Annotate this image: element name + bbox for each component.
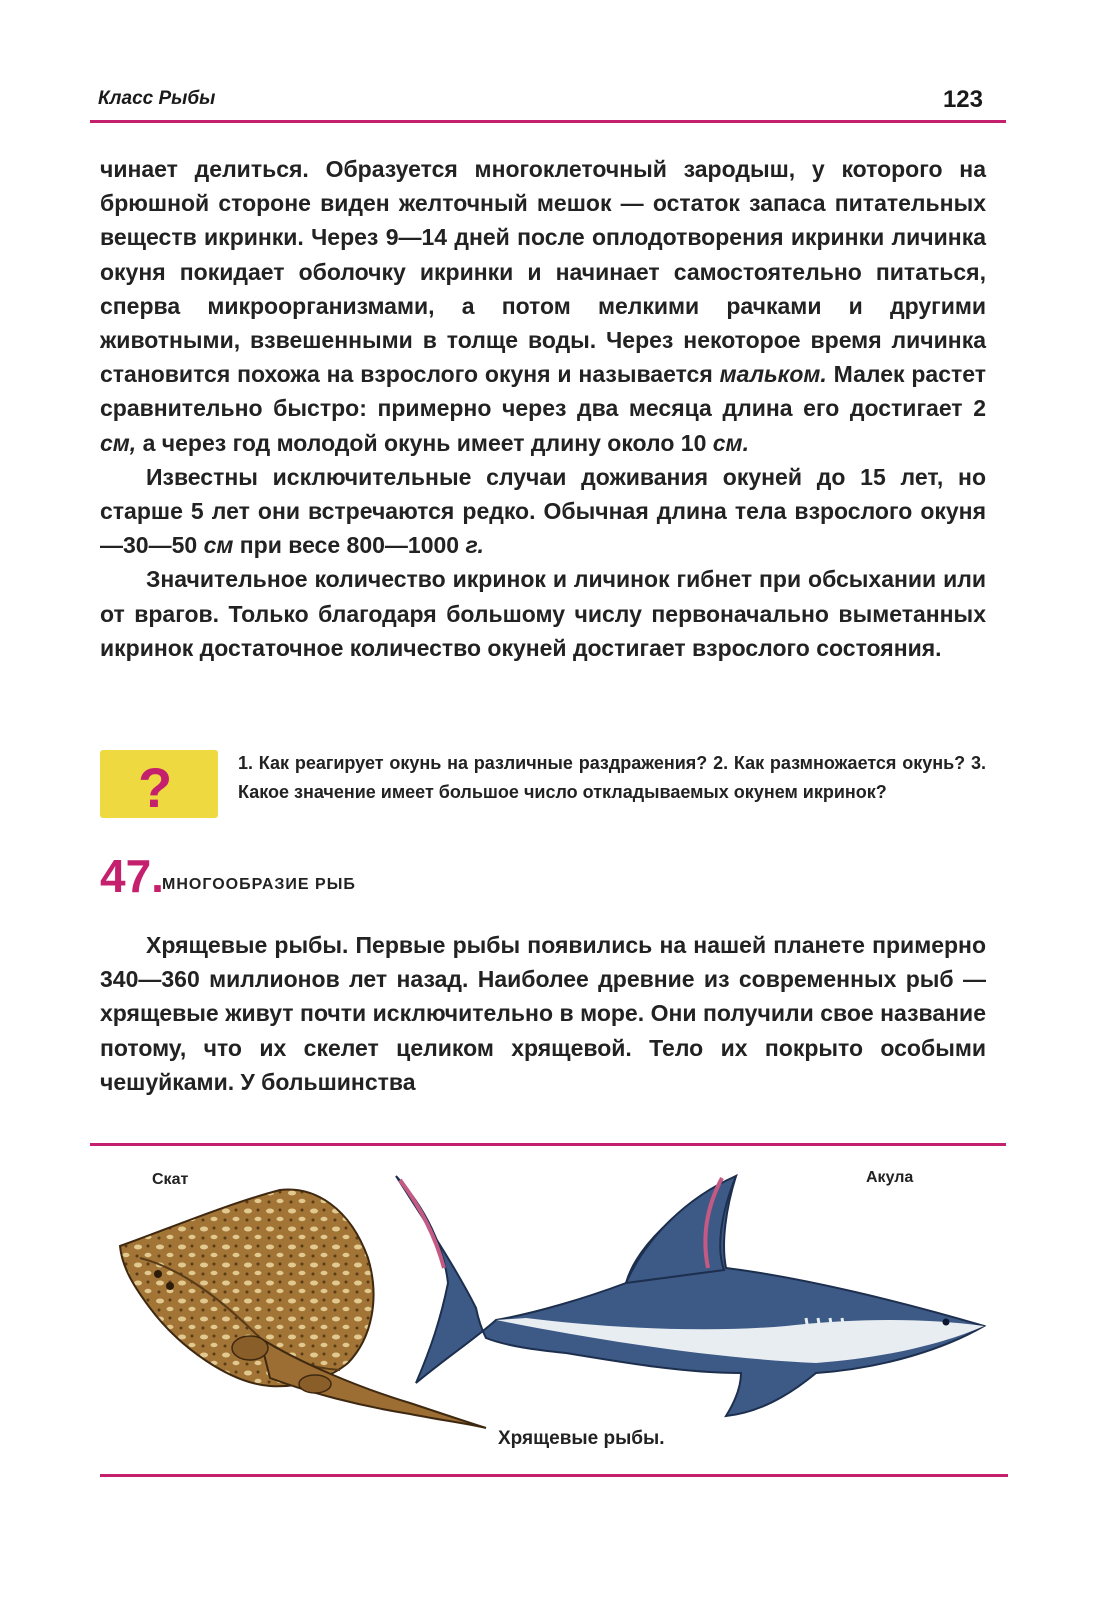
shark-illustration xyxy=(386,1168,986,1418)
section-title: МНОГООБРАЗИЕ РЫБ xyxy=(162,876,356,893)
question-mark-icon: ? xyxy=(138,756,173,819)
paragraph-cartilaginous: Хрящевые рыбы. Первые рыбы появились на нашей планете примерно 340—360 миллионов лет назад. Наиболее древние из современных рыб — хрящевые живут почти исключительно в море. Они получили свое название потому, что их скелет целиком хрящевой. Тело их покрыто особыми чешуйками. У большинства xyxy=(100,932,986,1095)
header-rule xyxy=(90,120,1006,123)
figure-bottom-rule xyxy=(100,1474,1008,1477)
section-number: 47. xyxy=(100,850,164,902)
body-text-perch xyxy=(100,152,986,665)
paragraph-mortality: Значительное количество икринок и личинок гибнет при обсыхании или от врагов. Только благодаря большому числу первоначально выметанных икринок достаточное количество окуней достигает взрослого состояния. xyxy=(100,566,986,661)
term-malek: мальком. xyxy=(719,361,827,388)
paragraph-lifespan: Известны исключительные случаи доживания окуней до 15 лет, но старше 5 лет они встречаются редко. Обычная длина тела взрослого окуня —30—50 см при весе 800—1000 г. xyxy=(100,463,986,559)
label-shark: Акула xyxy=(866,1169,914,1186)
lead-term: Хрящевые рыбы. xyxy=(146,932,349,958)
page-number: 123 xyxy=(942,86,983,113)
figure-top-rule xyxy=(90,1143,1006,1146)
review-questions: 1. Как реагирует окунь на различные раздражения? 2. Как размножается окунь? 3. Какое значение имеет большое число откладываемых окунем икринок? xyxy=(238,753,986,802)
label-ray: Скат xyxy=(152,1171,189,1188)
body-text-cartilaginous xyxy=(100,928,986,1099)
paragraph-larva: чинает делиться. Образуется многоклеточный зародыш, у которого на брюшной стороне виден желточный мешок — остаток запаса питательных веществ икринки. Через 9—14 дней после оплодотворения икринки личинка окуня покидает оболочку икринки и начинает самостоятельно питаться, сперва микроорганизмами, а потом мелкими рачками и другими животными, взвешенными в толще воды. Через некоторое время личинка становится похожа на взрослого окуня и называется мальком. Малек растет сравнительно быстро: примерно через два месяца длина его достигает 2 см, а через год молодой окунь имеет длину около 10 см. xyxy=(100,156,987,456)
figure-caption: Хрящевые рыбы. xyxy=(498,1428,665,1449)
running-head: Класс Рыбы xyxy=(98,88,216,109)
